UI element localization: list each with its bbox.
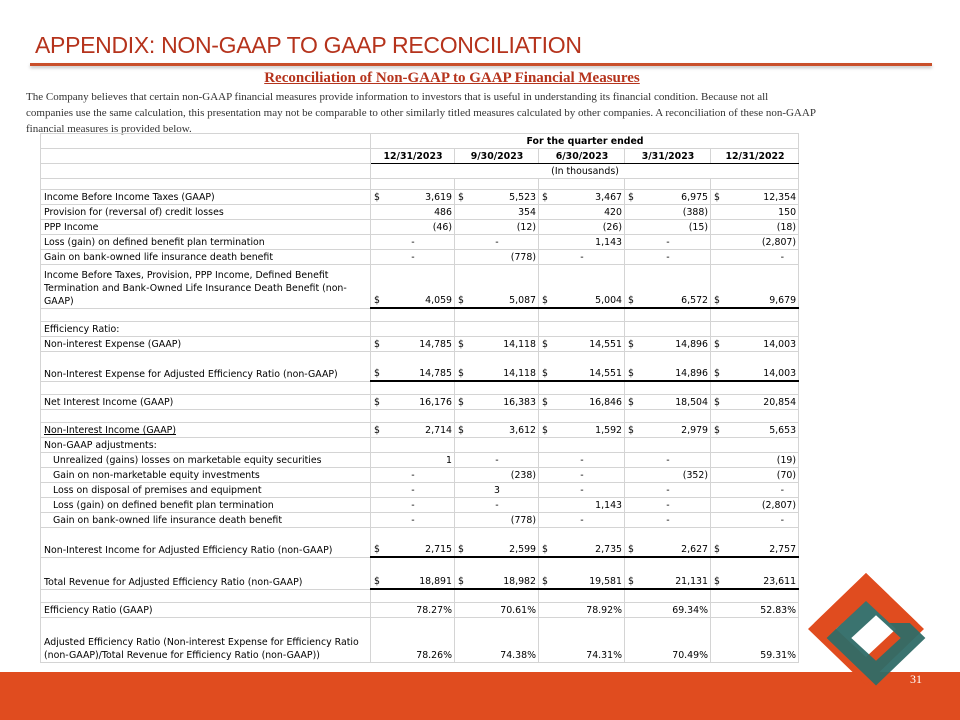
currency-symbol: $ bbox=[542, 544, 548, 555]
date-header-row bbox=[41, 149, 799, 164]
currency-symbol: $ bbox=[374, 425, 380, 436]
table-cell: 69.34% bbox=[625, 603, 711, 618]
table-row bbox=[41, 557, 799, 589]
currency-symbol: $ bbox=[542, 397, 548, 408]
currency-symbol: $ bbox=[628, 295, 634, 306]
row-label: Efficiency Ratio (GAAP) bbox=[41, 603, 371, 618]
table-cell: - bbox=[455, 498, 539, 513]
table-row bbox=[41, 220, 799, 235]
table-cell: - bbox=[625, 513, 711, 528]
row-label: Unrealized (gains) losses on marketable equity securities bbox=[41, 453, 371, 468]
table-row bbox=[41, 352, 799, 382]
currency-symbol: $ bbox=[628, 368, 634, 379]
table-cell: - bbox=[711, 250, 799, 265]
section-label: Efficiency Ratio: bbox=[41, 322, 371, 337]
table-cell: $ 2,757 bbox=[711, 528, 799, 558]
table-cell: (46) bbox=[371, 220, 455, 235]
table-cell: - bbox=[711, 513, 799, 528]
currency-symbol: $ bbox=[374, 397, 380, 408]
row-label: Non-Interest Income for Adjusted Efficiency Ratio (non-GAAP) bbox=[41, 528, 371, 558]
row-label: Gain on bank-owned life insurance death benefit bbox=[41, 250, 371, 265]
currency-symbol: $ bbox=[374, 295, 380, 306]
currency-symbol: $ bbox=[714, 339, 720, 350]
currency-symbol: $ bbox=[714, 425, 720, 436]
table-row bbox=[41, 423, 799, 438]
units-label: (In thousands) bbox=[371, 164, 799, 179]
table-row bbox=[41, 528, 799, 558]
table-cell: - bbox=[371, 250, 455, 265]
table-cell: $ 12,354 bbox=[711, 190, 799, 205]
table-cell: - bbox=[625, 453, 711, 468]
row-label: Total Revenue for Adjusted Efficiency Ratio (non-GAAP) bbox=[41, 557, 371, 589]
table-cell: 74.38% bbox=[455, 618, 539, 663]
currency-symbol: $ bbox=[374, 368, 380, 379]
table-cell: - bbox=[625, 235, 711, 250]
table-cell: - bbox=[455, 453, 539, 468]
section-row bbox=[41, 438, 799, 453]
column-header: 6/30/2023 bbox=[539, 149, 625, 164]
row-label: Adjusted Efficiency Ratio (Non-interest Expense for Efficiency Ratio (non-GAAP)/Total Revenue for Efficiency Ratio (non-GAAP)) bbox=[41, 618, 371, 663]
page-number: 31 bbox=[910, 672, 922, 686]
table-cell: $ 14,896 bbox=[625, 352, 711, 382]
table-cell: 354 bbox=[455, 205, 539, 220]
currency-symbol: $ bbox=[458, 368, 464, 379]
currency-symbol: $ bbox=[458, 576, 464, 587]
reconciliation-table bbox=[40, 133, 799, 663]
table-row bbox=[41, 468, 799, 483]
table-cell: - bbox=[371, 498, 455, 513]
currency-symbol: $ bbox=[542, 368, 548, 379]
table-cell: 420 bbox=[539, 205, 625, 220]
currency-symbol: $ bbox=[542, 425, 548, 436]
currency-symbol: $ bbox=[714, 544, 720, 555]
table-cell: (2,807) bbox=[711, 235, 799, 250]
table-cell: 3 bbox=[455, 483, 539, 498]
table-header-row bbox=[41, 134, 799, 149]
table-cell: - bbox=[539, 453, 625, 468]
table-cell: 150 bbox=[711, 205, 799, 220]
row-label: PPP Income bbox=[41, 220, 371, 235]
table-cell: - bbox=[539, 468, 625, 483]
row-label: Non-interest Expense (GAAP) bbox=[41, 337, 371, 352]
table-cell: $ 19,581 bbox=[539, 557, 625, 589]
table-cell: - bbox=[625, 498, 711, 513]
table-cell: $ 2,714 bbox=[371, 423, 455, 438]
currency-symbol: $ bbox=[628, 397, 634, 408]
table-cell: $ 18,504 bbox=[625, 395, 711, 410]
table-cell: - bbox=[371, 468, 455, 483]
table-cell: $ 3,619 bbox=[371, 190, 455, 205]
table-cell: $ 14,785 bbox=[371, 352, 455, 382]
table-cell: (778) bbox=[455, 250, 539, 265]
table-row bbox=[41, 235, 799, 250]
table-cell: - bbox=[539, 250, 625, 265]
table-row bbox=[41, 618, 799, 663]
row-label: Loss (gain) on defined benefit plan termination bbox=[41, 235, 371, 250]
row-label: Gain on non-marketable equity investments bbox=[41, 468, 371, 483]
row-label: Income Before Taxes, Provision, PPP Income, Defined Benefit Termination and Bank-Owned Life Insurance Death Benefit (non-GAAP) bbox=[41, 265, 371, 309]
currency-symbol: $ bbox=[542, 576, 548, 587]
table-cell: 1,143 bbox=[539, 235, 625, 250]
table-cell: $ 5,004 bbox=[539, 265, 625, 309]
currency-symbol: $ bbox=[714, 576, 720, 587]
column-header: 12/31/2022 bbox=[711, 149, 799, 164]
table-cell: (778) bbox=[455, 513, 539, 528]
currency-symbol: $ bbox=[374, 576, 380, 587]
table-cell: (19) bbox=[711, 453, 799, 468]
table-cell: $ 9,679 bbox=[711, 265, 799, 309]
table-cell: $ 20,854 bbox=[711, 395, 799, 410]
table-cell: 59.31% bbox=[711, 618, 799, 663]
table-cell: $ 14,551 bbox=[539, 337, 625, 352]
table-cell: $ 16,846 bbox=[539, 395, 625, 410]
table-cell: $ 6,572 bbox=[625, 265, 711, 309]
currency-symbol: $ bbox=[628, 576, 634, 587]
table-cell: $ 21,131 bbox=[625, 557, 711, 589]
table-cell: (18) bbox=[711, 220, 799, 235]
currency-symbol: $ bbox=[628, 544, 634, 555]
row-label: Loss on disposal of premises and equipment bbox=[41, 483, 371, 498]
currency-symbol: $ bbox=[542, 192, 548, 203]
slide-title: APPENDIX: NON-GAAP TO GAAP RECONCILIATION bbox=[35, 32, 582, 58]
table-cell: $ 5,523 bbox=[455, 190, 539, 205]
table-row bbox=[41, 265, 799, 309]
diamond-logo-icon bbox=[806, 573, 934, 691]
section-label: Non-GAAP adjustments: bbox=[41, 438, 371, 453]
row-label: Non-Interest Income (GAAP) bbox=[41, 423, 371, 438]
table-cell: - bbox=[455, 235, 539, 250]
table-cell: $ 14,003 bbox=[711, 352, 799, 382]
table-cell: $ 3,467 bbox=[539, 190, 625, 205]
table-row bbox=[41, 603, 799, 618]
table-row bbox=[41, 513, 799, 528]
currency-symbol: $ bbox=[374, 544, 380, 555]
table-row bbox=[41, 337, 799, 352]
table-cell: 78.27% bbox=[371, 603, 455, 618]
currency-symbol: $ bbox=[542, 295, 548, 306]
table-cell: - bbox=[625, 250, 711, 265]
table-row bbox=[41, 453, 799, 468]
table-cell: 78.92% bbox=[539, 603, 625, 618]
table-cell: $ 18,891 bbox=[371, 557, 455, 589]
column-header: 9/30/2023 bbox=[455, 149, 539, 164]
table-cell: - bbox=[539, 483, 625, 498]
intro-paragraph: The Company believes that certain non-GAAP financial measures provide information to investors that is useful in understanding its financial condition. Because not all companies use the same calculation, this presentation may not be comparable to other similarly titled measures calculated by other companies. A reconciliation of these non-GAAP financial measures is provided below. bbox=[26, 91, 816, 135]
table-cell: $ 4,059 bbox=[371, 265, 455, 309]
row-label: Income Before Income Taxes (GAAP) bbox=[41, 190, 371, 205]
table-row bbox=[41, 250, 799, 265]
row-label: Gain on bank-owned life insurance death benefit bbox=[41, 513, 371, 528]
column-header: 3/31/2023 bbox=[625, 149, 711, 164]
table-cell: - bbox=[625, 483, 711, 498]
table-cell: $ 14,896 bbox=[625, 337, 711, 352]
table-row bbox=[41, 483, 799, 498]
table-cell: 70.61% bbox=[455, 603, 539, 618]
currency-symbol: $ bbox=[714, 397, 720, 408]
currency-symbol: $ bbox=[374, 192, 380, 203]
currency-symbol: $ bbox=[458, 425, 464, 436]
table-cell: $ 2,979 bbox=[625, 423, 711, 438]
table-cell: $ 6,975 bbox=[625, 190, 711, 205]
table-cell: $ 2,599 bbox=[455, 528, 539, 558]
table-row bbox=[41, 205, 799, 220]
table-cell: $ 2,735 bbox=[539, 528, 625, 558]
currency-symbol: $ bbox=[714, 368, 720, 379]
table-cell: $ 3,612 bbox=[455, 423, 539, 438]
table-cell: - bbox=[539, 513, 625, 528]
table-cell: 74.31% bbox=[539, 618, 625, 663]
row-label: Net Interest Income (GAAP) bbox=[41, 395, 371, 410]
table-cell: (12) bbox=[455, 220, 539, 235]
table-cell: (352) bbox=[625, 468, 711, 483]
table-cell: (2,807) bbox=[711, 498, 799, 513]
table-cell: (70) bbox=[711, 468, 799, 483]
currency-symbol: $ bbox=[374, 339, 380, 350]
period-header: For the quarter ended bbox=[371, 134, 799, 149]
currency-symbol: $ bbox=[542, 339, 548, 350]
table-row bbox=[41, 498, 799, 513]
table-cell: $ 16,176 bbox=[371, 395, 455, 410]
currency-symbol: $ bbox=[458, 295, 464, 306]
table-cell: 486 bbox=[371, 205, 455, 220]
table-cell: $ 23,611 bbox=[711, 557, 799, 589]
table-row bbox=[41, 190, 799, 205]
table-cell: 1,143 bbox=[539, 498, 625, 513]
table-cell: $ 2,715 bbox=[371, 528, 455, 558]
table-cell: 78.26% bbox=[371, 618, 455, 663]
table-cell: (15) bbox=[625, 220, 711, 235]
table-cell: $ 5,653 bbox=[711, 423, 799, 438]
table-cell: $ 2,627 bbox=[625, 528, 711, 558]
table-cell: $ 5,087 bbox=[455, 265, 539, 309]
table-cell: - bbox=[711, 483, 799, 498]
currency-symbol: $ bbox=[458, 544, 464, 555]
table-cell: $ 14,551 bbox=[539, 352, 625, 382]
table-cell: (26) bbox=[539, 220, 625, 235]
table-cell: $ 14,118 bbox=[455, 337, 539, 352]
row-label: Provision for (reversal of) credit losses bbox=[41, 205, 371, 220]
table-cell: (388) bbox=[625, 205, 711, 220]
table-cell: - bbox=[371, 483, 455, 498]
table-cell: - bbox=[371, 513, 455, 528]
table-cell: $ 1,592 bbox=[539, 423, 625, 438]
table-cell: 52.83% bbox=[711, 603, 799, 618]
row-label: Non-Interest Expense for Adjusted Efficiency Ratio (non-GAAP) bbox=[41, 352, 371, 382]
table-cell: $ 16,383 bbox=[455, 395, 539, 410]
currency-symbol: $ bbox=[628, 425, 634, 436]
row-label: Loss (gain) on defined benefit plan termination bbox=[41, 498, 371, 513]
currency-symbol: $ bbox=[628, 339, 634, 350]
table-cell: $ 14,003 bbox=[711, 337, 799, 352]
currency-symbol: $ bbox=[714, 295, 720, 306]
currency-symbol: $ bbox=[628, 192, 634, 203]
section-row bbox=[41, 322, 799, 337]
table-cell: $ 14,785 bbox=[371, 337, 455, 352]
table-cell: $ 14,118 bbox=[455, 352, 539, 382]
currency-symbol: $ bbox=[458, 192, 464, 203]
table-cell: (238) bbox=[455, 468, 539, 483]
currency-symbol: $ bbox=[458, 339, 464, 350]
table-subtitle: Reconciliation of Non-GAAP to GAAP Financial Measures bbox=[264, 70, 640, 86]
column-header: 12/31/2023 bbox=[371, 149, 455, 164]
units-row bbox=[41, 164, 799, 179]
table-row bbox=[41, 395, 799, 410]
table-cell: $ 18,982 bbox=[455, 557, 539, 589]
table-cell: 1 bbox=[371, 453, 455, 468]
currency-symbol: $ bbox=[714, 192, 720, 203]
title-divider bbox=[30, 63, 932, 66]
table-cell: 70.49% bbox=[625, 618, 711, 663]
table-cell: - bbox=[371, 235, 455, 250]
currency-symbol: $ bbox=[458, 397, 464, 408]
